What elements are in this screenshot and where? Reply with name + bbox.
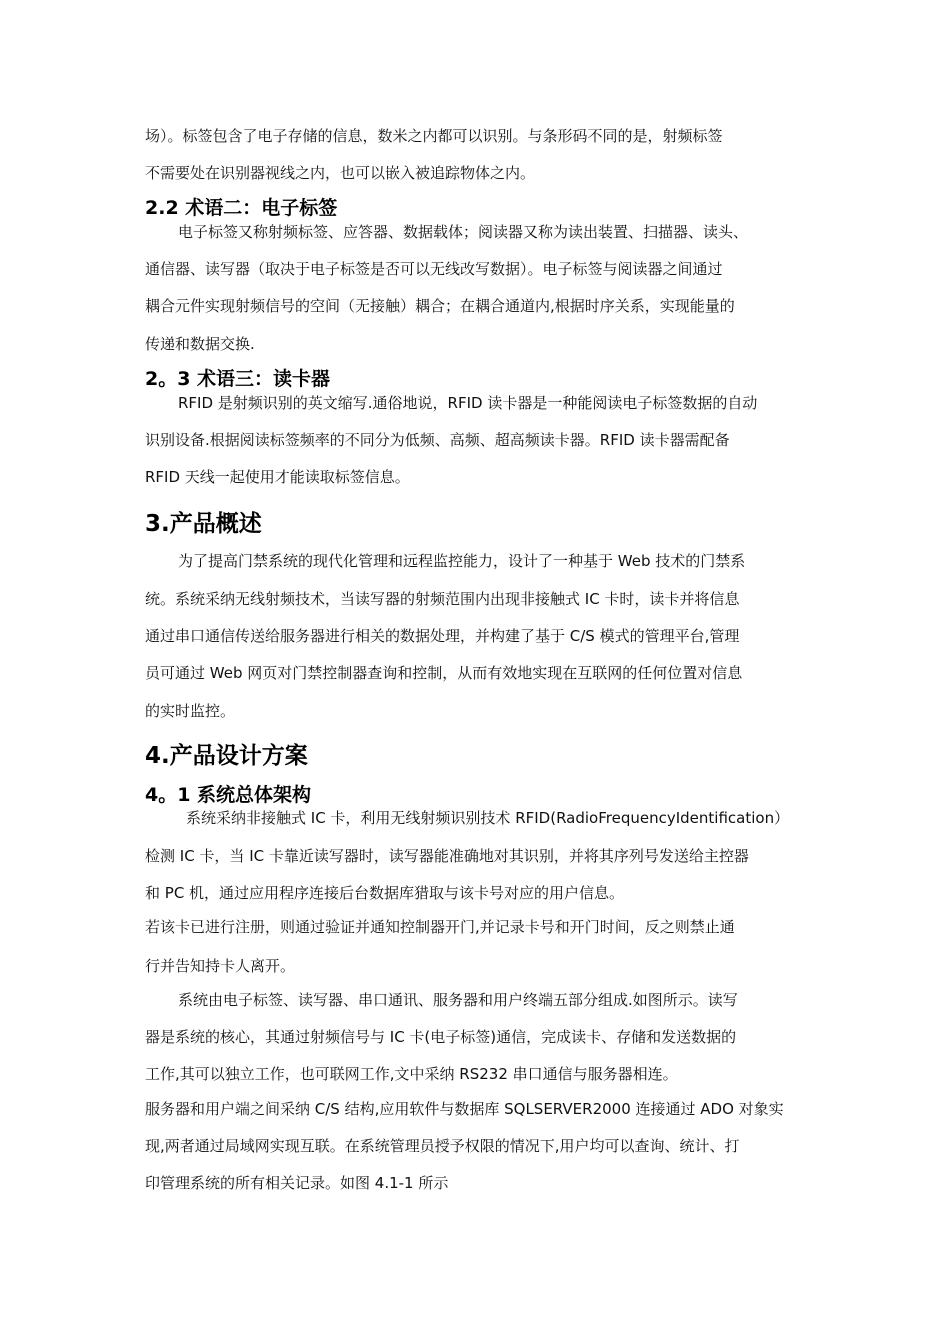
heading-3: 3.产品概述 [145,511,262,537]
s3-line-2: 统。系统采纳无线射频技术，当读写器的射频范围内出现非接触式 IC 卡时，读卡并将信息 [145,590,740,608]
s41-p3-line-1: 系统由电子标签、读写器、串口通讯、服务器和用户终端五部分组成.如图所示。读写 [178,991,738,1009]
s22-line-2: 通信器、读写器（取决于电子标签是否可以无线改写数据）。电子标签与阅读器之间通过 [145,260,723,278]
s41-p2-line-2: 行并告知持卡人离开。 [145,957,296,975]
heading-4-1: 4。1 系统总体架构 [145,784,312,806]
s23-line-1: RFID 是射频识别的英文缩写.通俗地说，RFID 读卡器是一种能阅读电子标签数据的自动 [178,394,758,412]
s3-line-4: 员可通过 Web 网页对门禁控制器查询和控制，从而有效地实现在互联网的任何位置对信息 [145,664,743,682]
s3-line-3: 通过串口通信传送给服务器进行相关的数据处理，并构建了基于 C/S 模式的管理平台,管理 [145,627,740,645]
s3-line-5: 的实时监控。 [145,702,236,720]
s41-p4-line-2: 现,两者通过局域网实现互联。在系统管理员授予权限的情况下,用户均可以查询、统计、打 [145,1137,740,1155]
heading-2-2: 2.2 术语二：电子标签 [145,197,338,219]
s23-line-2: 识别设备.根据阅读标签频率的不同分为低频、高频、超高频读卡器。RFID 读卡器需配备 [145,431,730,449]
s41-p4-line-3: 印管理系统的所有相关记录。如图 4.1-1 所示 [145,1174,449,1192]
s22-line-4: 传递和数据交换. [145,335,255,353]
intro-line-1: 场）。标签包含了电子存储的信息，数米之内都可以识别。与条形码不同的是，射频标签 [145,127,723,145]
s41-p1-line-2: 检测 IC 卡，当 IC 卡靠近读写器时，读写器能准确地对其识别，并将其序列号发送给主控器 [145,847,749,865]
s23-line-3: RFID 天线一起使用才能读取标签信息。 [145,468,410,486]
s41-p3-line-2: 器是系统的核心，其通过射频信号与 IC 卡(电子标签)通信，完成读卡、存储和发送数据的 [145,1028,737,1046]
s41-p2-line-1: 若该卡已进行注册，则通过验证并通知控制器开门,并记录卡号和开门时间，反之则禁止通 [145,918,735,936]
s41-p1-line-1: 系统采纳非接触式 IC 卡，利用无线射频识别技术 RFID(RadioFrequencyIdentification） [186,809,790,827]
s22-line-3: 耦合元件实现射频信号的空间（无接触）耦合；在耦合通道内,根据时序关系，实现能量的 [145,297,735,315]
heading-2-3: 2。3 术语三：读卡器 [145,368,331,390]
s3-line-1: 为了提高门禁系统的现代化管理和远程监控能力，设计了一种基于 Web 技术的门禁系 [178,552,746,570]
s41-p1-line-3: 和 PC 机，通过应用程序连接后台数据库猎取与该卡号对应的用户信息。 [145,884,625,902]
s22-line-1: 电子标签又称射频标签、应答器、数据载体；阅读器又称为读出装置、扫描器、读头、 [178,223,749,241]
heading-4: 4.产品设计方案 [145,743,308,769]
s41-p3-line-3: 工作,其可以独立工作，也可联网工作,文中采纳 RS232 串口通信与服务器相连。 [145,1065,678,1083]
intro-line-2: 不需要处在识别器视线之内，也可以嵌入被追踪物体之内。 [145,164,536,182]
s41-p4-line-1: 服务器和用户端之间采纳 C/S 结构,应用软件与数据库 SQLSERVER2000 连接通过 ADO 对象实 [145,1100,784,1118]
